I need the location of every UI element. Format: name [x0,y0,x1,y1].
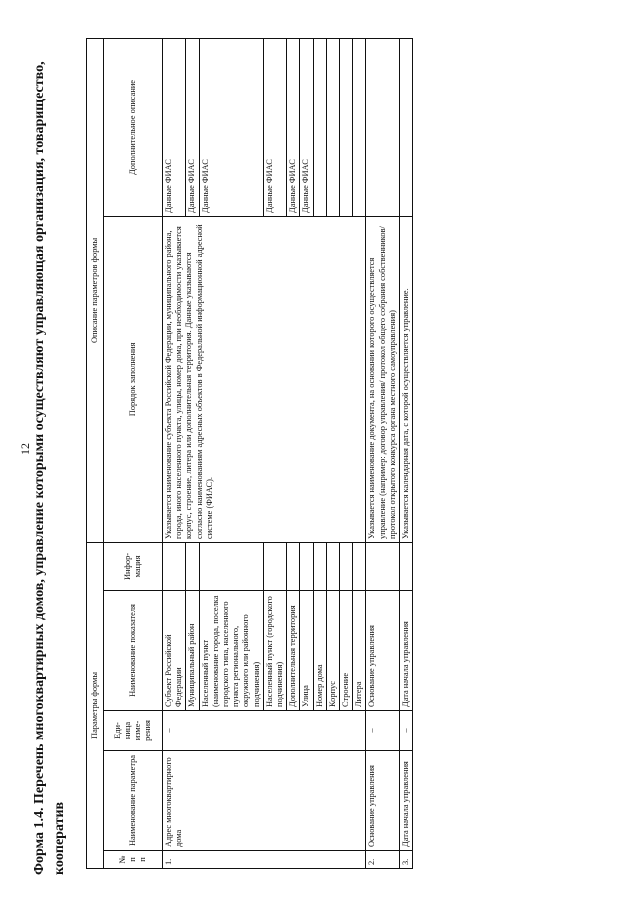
table-row [366,38,400,868]
row-fill-order: Указывается календарная дата, с которой осуществляется управление. [400,216,413,542]
row-param-name: Адрес многоквартирного дома [163,751,366,851]
header-unit: Еди- ница изме- рения [104,711,163,751]
row-unit: – [163,711,366,751]
row-indicator: Муниципальный район [186,591,199,711]
header-param-name: Наименование параметра [104,751,163,851]
row-extra: Данные ФИАС [199,38,263,216]
row-extra: Данные ФИАС [300,38,313,216]
table-row [400,38,413,868]
row-indicator: Дата начала управления [400,591,413,711]
row-unit: – [400,711,413,751]
row-extra [313,38,326,216]
row-info [400,542,413,590]
table-row [163,38,186,868]
form-table [86,38,413,869]
row-extra [340,38,353,216]
header-number: № п п [104,851,163,869]
row-number: 2. [366,851,400,869]
row-info [313,542,326,590]
row-fill-order: Указывается наименование субъекта Российской Федерации, муниципального района, города, иного населенного пункта, улицы, номер дома, при необходимости указывается корпус, строение, литера или дополнительная территория. Данные указываются согласно наименованиям адресных объектов в Федеральной информационной адресной системе (ФИАС). [163,216,366,542]
header-indicator-name: Наименование показателя [104,591,163,711]
row-info [199,542,263,590]
row-number: 1. [163,851,366,869]
row-indicator: Строение [340,591,353,711]
row-info [326,542,339,590]
row-fill-order: Указывается наименование документа, на основании которого осуществляется управление (например: договор управления/ протокол общего собрания собственников/ протокол открытого конкурса органа местного самоуправления) [366,216,400,542]
row-info [287,542,300,590]
row-indicator: Субъект Российской Федерации [163,591,186,711]
row-extra [353,38,366,216]
row-extra [366,38,400,216]
row-extra: Данные ФИАС [287,38,300,216]
header-group-description: Описание параметров формы [87,38,104,542]
row-indicator: Дополнительная территория [287,591,300,711]
row-extra: Данные ФИАС [163,38,186,216]
row-indicator: Населенный пункт (городского подчинения) [263,591,286,711]
row-info [186,542,199,590]
header-group-params: Параметры формы [87,542,104,868]
row-indicator: Корпус [326,591,339,711]
row-info [300,542,313,590]
row-param-name: Основание управления [366,751,400,851]
row-info [163,542,186,590]
header-extra-description: Дополнительное описание [104,38,163,216]
row-extra [326,38,339,216]
row-info [353,542,366,590]
header-fill-order: Порядок заполнения [104,216,163,542]
row-number: 3. [400,851,413,869]
row-extra [400,38,413,216]
row-indicator: Номер дома [313,591,326,711]
row-info [263,542,286,590]
row-indicator: Литера [353,591,366,711]
row-indicator: Улица [300,591,313,711]
row-extra: Данные ФИАС [186,38,199,216]
row-info [340,542,353,590]
row-info [366,542,400,590]
row-indicator: Населенный пункт (наименование города, поселка городского типа, населенного пункта регионального, окружного или районного подчинения) [199,591,263,711]
row-extra: Данные ФИАС [263,38,286,216]
form-title: Форма 1.4. Перечень многоквартирных домов, управление которыми осуществляют управляющая организация, товарищество, кооператив [32,61,67,875]
header-info: Инфор- мация [104,542,163,590]
page-number: 12 [18,443,32,455]
row-unit: – [366,711,400,751]
row-param-name: Дата начала управления [400,751,413,851]
row-indicator: Основание управления [366,591,400,711]
